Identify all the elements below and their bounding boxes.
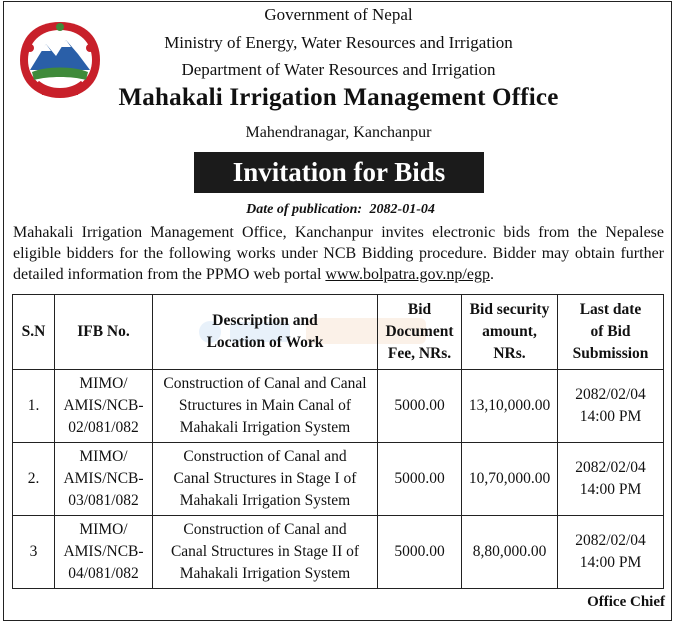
office-name: Mahakali Irrigation Management Office: [118, 84, 559, 111]
header-sn: S.N: [13, 295, 55, 370]
cell-description: Construction of Canal and Canal Structures in Main Canal of Mahakali Irrigation System: [153, 370, 378, 443]
cell-fee: 5000.00: [378, 443, 462, 516]
header-security: Bid security amount, NRs.: [462, 295, 558, 370]
cell-ifb: MIMO/ AMIS/NCB- 04/081/082: [55, 516, 153, 589]
publication-date: [0, 202, 677, 218]
cell-sn: 2.: [13, 443, 55, 516]
notice-title: Invitation for Bids: [194, 152, 484, 193]
table-row: [13, 370, 664, 443]
intro-paragraph: [13, 222, 664, 285]
office-chief-signature: Office Chief: [587, 594, 665, 610]
header-last-date: Last date of Bid Submission: [558, 295, 664, 370]
cell-security: 8,80,000.00: [462, 516, 558, 589]
publication-label: Date of publication:: [246, 202, 363, 217]
government-name: Government of Nepal: [264, 5, 413, 24]
cell-sn: 1.: [13, 370, 55, 443]
ministry-name: Ministry of Energy, Water Resources and Irrigation: [164, 33, 513, 52]
table-row: [13, 516, 664, 589]
cell-description: Construction of Canal and Canal Structures in Stage II of Mahakali Irrigation System: [153, 516, 378, 589]
cell-description: Construction of Canal and Canal Structures in Stage I of Mahakali Irrigation System: [153, 443, 378, 516]
cell-fee: 5000.00: [378, 370, 462, 443]
cell-ifb: MIMO/ AMIS/NCB- 03/081/082: [55, 443, 153, 516]
publication-date-value: 2082-01-04: [369, 202, 435, 217]
cell-sn: 3: [13, 516, 55, 589]
cell-ifb: MIMO/ AMIS/NCB- 02/081/082: [55, 370, 153, 443]
cell-last-date: 2082/02/04 14:00 PM: [558, 370, 664, 443]
cell-last-date: 2082/02/04 14:00 PM: [558, 516, 664, 589]
cell-security: 13,10,000.00: [462, 370, 558, 443]
bids-table: [12, 294, 664, 589]
table-row: [13, 443, 664, 516]
portal-link[interactable]: www.bolpatra.gov.np/egp: [325, 266, 490, 283]
department-name: Department of Water Resources and Irrigation: [181, 60, 496, 79]
cell-security: 10,70,000.00: [462, 443, 558, 516]
office-location: Mahendranagar, Kanchanpur: [245, 124, 432, 141]
cell-last-date: 2082/02/04 14:00 PM: [558, 443, 664, 516]
intro-end: .: [489, 266, 494, 283]
table-header-row: [13, 295, 664, 370]
header-ifb: IFB No.: [55, 295, 153, 370]
cell-fee: 5000.00: [378, 516, 462, 589]
intro-text: Mahakali Irrigation Management Office, Kanchanpur invites electronic bids from the Nepalese eligible bidders for the following works under NCB Bidding procedure. Bidder may obtain further detailed information from the PPMO web portal: [13, 224, 664, 283]
header-fee: Bid Document Fee, NRs.: [378, 295, 462, 370]
header-description: Description and Location of Work: [153, 295, 378, 370]
